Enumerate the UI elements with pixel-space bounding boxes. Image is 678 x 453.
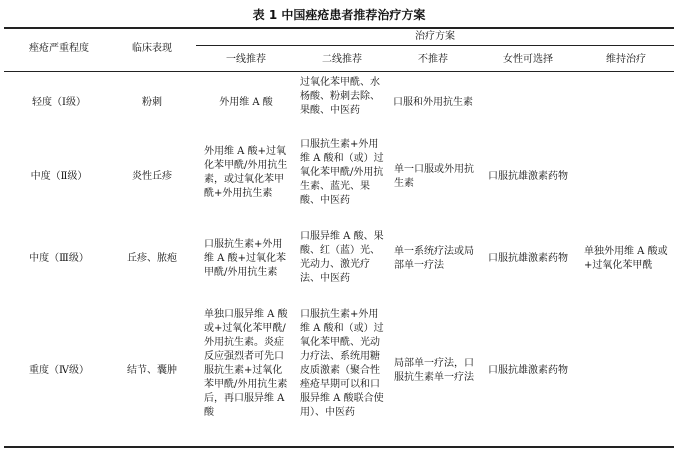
header-not-recommended: 不推荐 [418,54,448,65]
header-clinical: 临床表现 [132,43,172,54]
header-plan: 治疗方案 [415,31,455,42]
row4-second-line: 口服抗生素+外用维 A 酸和（或）过氧化苯甲酰、光动力疗法、系统用糖皮质激素（聚合性痤疮早期可以和口服异维 A 酸联合使用）、中医药 [300,309,384,418]
bottom-rule [4,446,674,448]
header-bottom-rule [4,71,674,72]
row2-severity: 中度（Ⅱ级） [30,171,88,182]
row4-not-recommended: 局部单一疗法，口服抗生素单一疗法 [394,358,474,383]
row3-clinical: 丘疹、脓疱 [127,253,177,264]
header-second-line: 二线推荐 [322,54,362,65]
row1-not-recommended: 口服和外用抗生素 [393,97,473,108]
row1-second-line: 过氧化苯甲酰、水杨酸、粉刺去除、果酸、中医药 [300,77,380,116]
row3-not-recommended: 单一系统疗法或局部单一疗法 [394,246,474,271]
row3-female-optional: 口服抗雄激素药物 [488,253,568,264]
header-maintenance: 维持治疗 [606,54,646,65]
row4-first-line: 单独口服异维 A 酸或+过氧化苯甲酰/外用抗生素。炎症反应强烈者可先口服抗生素+过氧化苯甲酰/外用抗生素后，再口服异维 A 酸 [204,309,288,418]
header-first-line: 一线推荐 [226,54,266,65]
row4-clinical: 结节、囊肿 [127,365,177,376]
row1-first-line: 外用维 A 酸 [219,97,273,108]
row2-female-optional: 口服抗雄激素药物 [488,171,568,182]
table-caption: 表 1 中国痤疮患者推荐治疗方案 [252,8,426,22]
header-severity: 痤疮严重程度 [29,43,89,54]
row2-not-recommended: 单一口服或外用抗生素 [394,164,474,189]
header-female-optional: 女性可选择 [503,54,553,65]
row3-severity: 中度（Ⅲ级） [29,253,89,264]
plan-subheader-rule [196,45,674,46]
top-rule [4,27,674,29]
row1-clinical: 粉刺 [142,97,162,108]
row3-maintenance: 单独外用维 A 酸或+过氧化苯甲酰 [584,246,668,271]
row3-first-line: 口服抗生素+外用维 A 酸+过氧化苯甲酰/外用抗生素 [204,239,286,278]
row2-clinical: 炎性丘疹 [132,171,172,182]
row2-second-line: 口服抗生素+外用维 A 酸和（或）过氧化苯甲酰/外用抗生素、蓝光、果酸、中医药 [300,139,384,206]
row4-female-optional: 口服抗雄激素药物 [488,365,568,376]
row2-first-line: 外用维 A 酸+过氧化苯甲酰/外用抗生素，或过氧化苯甲酰+外用抗生素 [204,146,288,199]
row3-second-line: 口服异维 A 酸、果酸、红（蓝）光、光动力、激光疗法、中医药 [300,231,384,284]
row1-severity: 轻度（Ⅰ级） [32,97,86,108]
row4-severity: 重度（Ⅳ级） [29,365,89,376]
